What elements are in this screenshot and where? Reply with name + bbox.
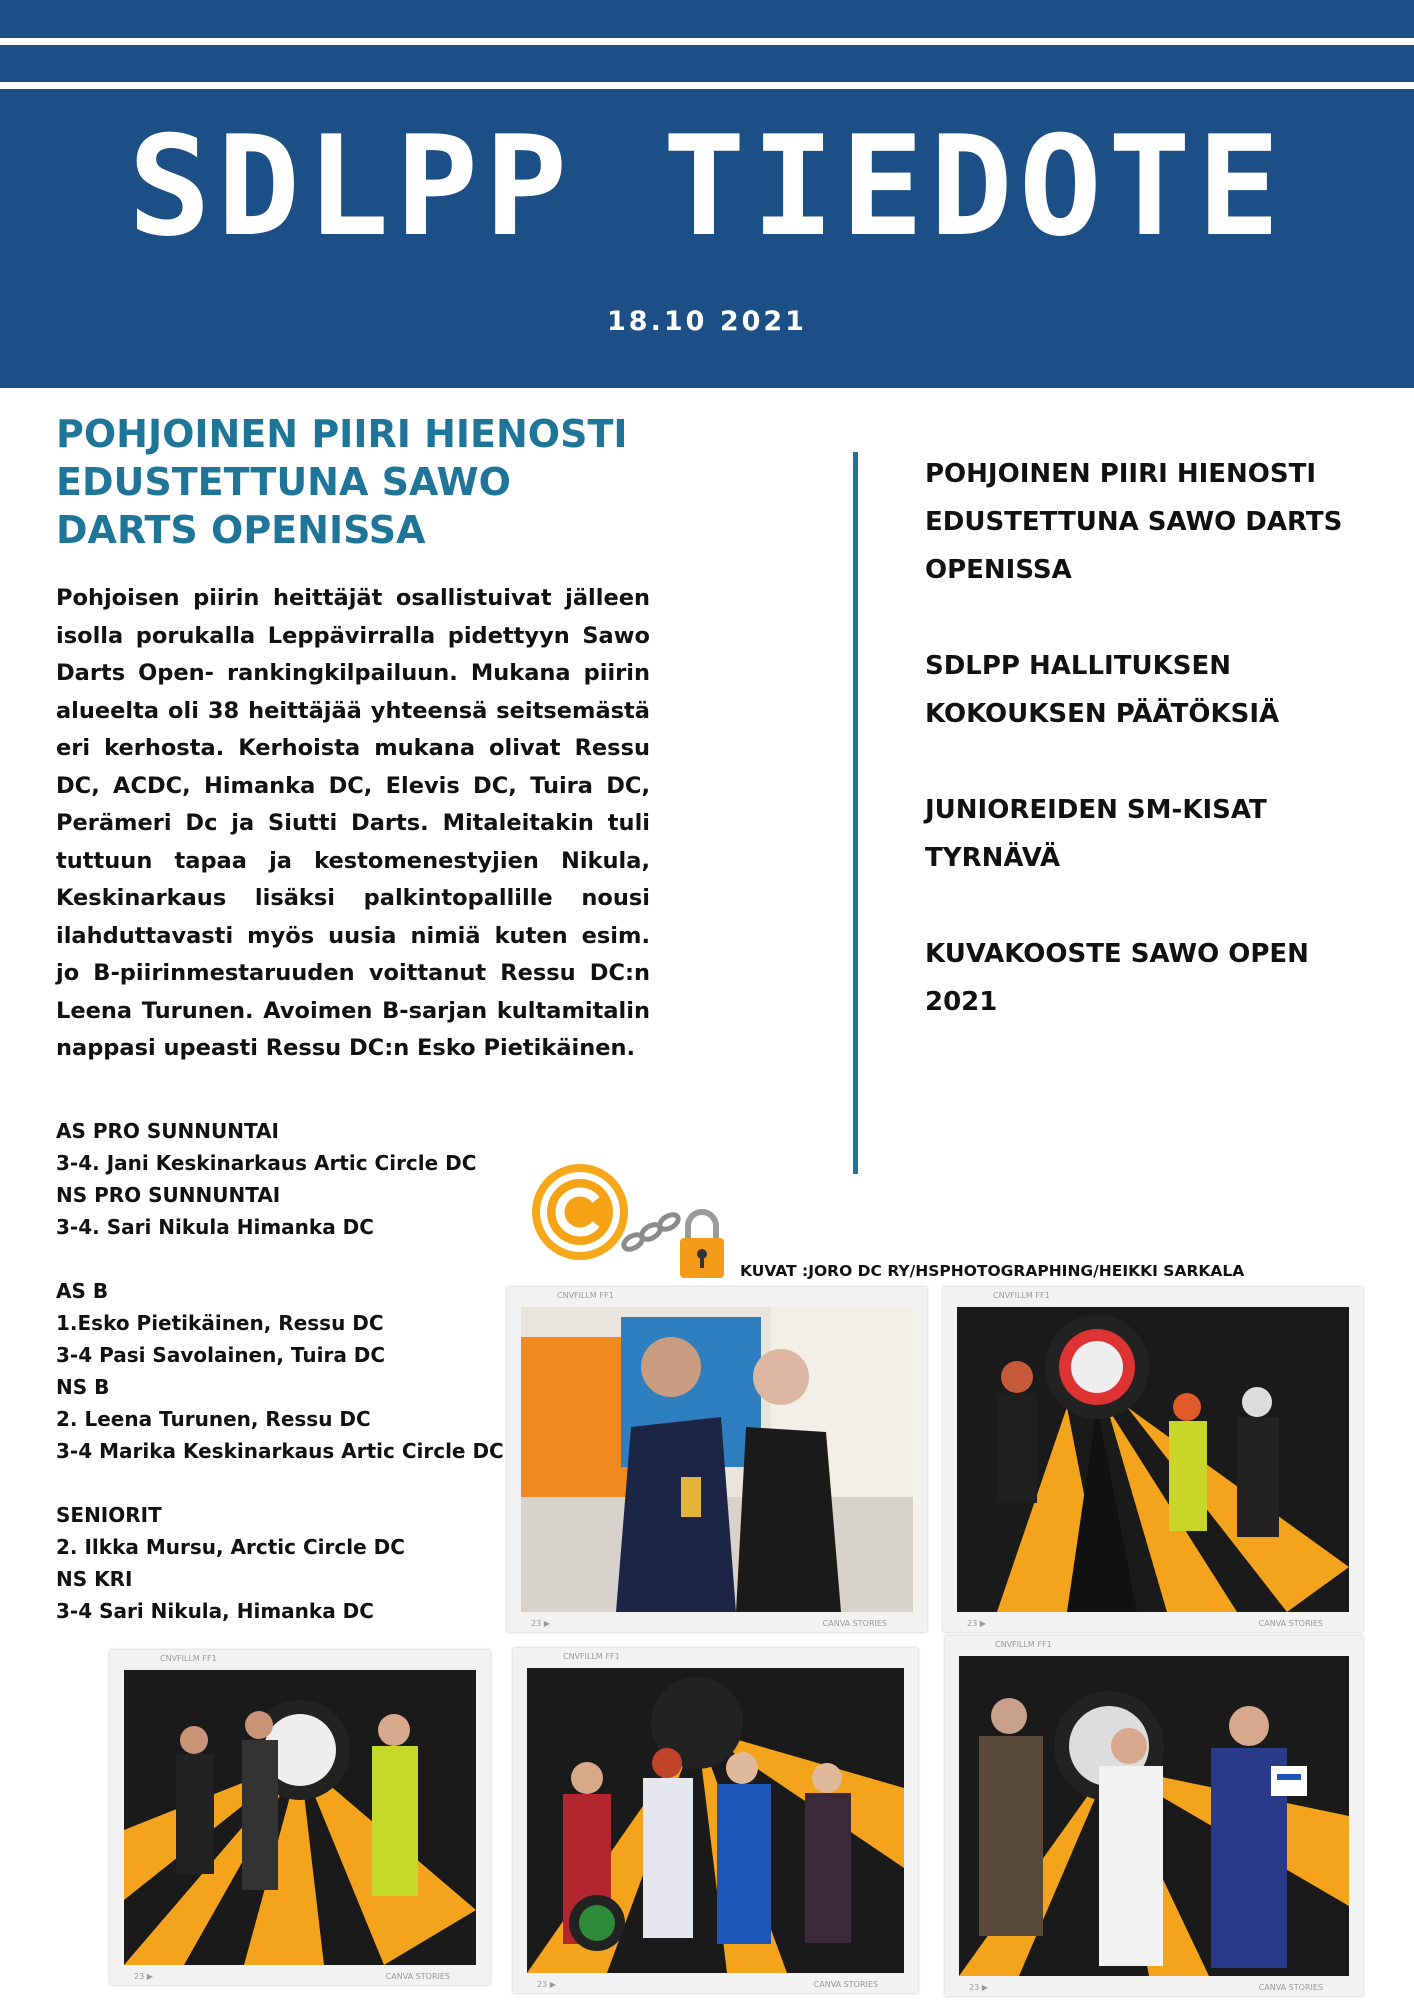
spacer	[56, 1243, 526, 1275]
result-line: NS B	[56, 1375, 110, 1399]
toc-item[interactable]: POHJOINEN PIIRI HIENOSTI EDUSTETTUNA SAWO DARTS OPENISSA	[925, 459, 1343, 585]
result-line: 3-4. Sari Nikula Himanka DC	[56, 1215, 374, 1239]
table-of-contents	[925, 450, 1345, 1074]
result-line: AS PRO SUNNUNTAI	[56, 1119, 279, 1143]
photo-women-medalists	[527, 1668, 904, 1973]
spacer	[56, 1467, 526, 1499]
photo-women-podium	[957, 1307, 1349, 1612]
frame-brand: CANVA STORIES	[385, 1972, 450, 1981]
frame-number: 23 ▶	[531, 1619, 550, 1628]
result-line: NS KRI	[56, 1567, 133, 1591]
column-divider	[853, 452, 858, 1174]
newsletter-date: 18.10 2021	[607, 306, 807, 337]
header-banner	[0, 0, 1414, 388]
copyright-lock-graphic	[528, 1160, 738, 1282]
frame-label: CNVFILLM FF1	[160, 1654, 217, 1663]
toc-item[interactable]: JUNIOREIDEN SM-KISAT TYRNÄVÄ	[925, 795, 1267, 873]
article-body	[56, 580, 650, 1068]
header-stripe-bottom	[0, 82, 1414, 89]
photo-frame	[513, 1648, 918, 1993]
result-line: 3-4. Jani Keskinarkaus Artic Circle DC	[56, 1151, 477, 1175]
result-line: 3-4 Sari Nikula, Himanka DC	[56, 1599, 374, 1623]
frame-label: CNVFILLM FF1	[995, 1640, 1052, 1649]
result-line: 2. Leena Turunen, Ressu DC	[56, 1407, 371, 1431]
photo-credit: KUVAT :JORO DC RY/HSPHOTOGRAPHING/HEIKKI SARKALA	[740, 1262, 1245, 1280]
header-stripe-top	[0, 38, 1414, 45]
article-body-text: Pohjoisen piirin heittäjät osallistuivat jälleen isolla porukalla Leppävirralla pidettyyn Sawo Darts Open- rankingkilpailuun. Mukana piirin alueelta oli 38 heittäjää yhteensä seitsemästä eri kerhosta. Kerhoista mukana olivat Ressu DC, ACDC, Himanka DC, Elevis DC, Tuira DC, Perämeri Dc ja Siutti Darts. Mitaleitakin tuli tuttuun tapaa ja kestomenestyjien Nikula, Keskinarkaus lisäksi palkintopallille nousi ilahduttavasti myös uusia nimiä kuten esim. jo B-piirinmestaruuden voittanut Ressu DC:n Leena Turunen. Avoimen B-sarjan kultamitalin nappasi upeasti Ressu DC:n Esko Pietikäinen.	[56, 585, 650, 1061]
result-line: 3-4 Pasi Savolainen, Tuira DC	[56, 1343, 386, 1367]
frame-label: CNVFILLM FF1	[557, 1291, 614, 1300]
chain-icon	[621, 1212, 680, 1252]
photo-frame	[945, 1636, 1363, 1996]
frame-label: CNVFILLM FF1	[563, 1652, 620, 1661]
padlock-icon	[680, 1212, 724, 1278]
photo-men-stage	[124, 1670, 476, 1965]
photo-frame	[110, 1650, 490, 1985]
copyright-icon	[532, 1164, 628, 1260]
photo-award-handshake	[521, 1307, 913, 1612]
frame-brand: CANVA STORIES	[822, 1619, 887, 1628]
frame-label: CNVFILLM FF1	[993, 1291, 1050, 1300]
frame-brand: CANVA STORIES	[1258, 1619, 1323, 1628]
newsletter-title: SDLPP TIEDOTE	[127, 106, 1287, 267]
result-line: 2. Ilkka Mursu, Arctic Circle DC	[56, 1535, 405, 1559]
toc-item[interactable]: KUVAKOOSTE SAWO OPEN 2021	[925, 939, 1309, 1017]
result-line: 1.Esko Pietikäinen, Ressu DC	[56, 1311, 384, 1335]
photo-frame	[943, 1287, 1363, 1632]
frame-number: 23 ▶	[134, 1972, 153, 1981]
toc-item[interactable]: SDLPP HALLITUKSEN KOKOUKSEN PÄÄTÖKSIÄ	[925, 651, 1280, 729]
frame-brand: CANVA STORIES	[1258, 1983, 1323, 1992]
photo-frame	[507, 1287, 927, 1632]
result-line: 3-4 Marika Keskinarkaus Artic Circle DC	[56, 1439, 504, 1463]
article-headline: POHJOINEN PIIRI HIENOSTI EDUSTETTUNA SAWO DARTS OPENISSA	[56, 412, 628, 552]
frame-number: 23 ▶	[967, 1619, 986, 1628]
frame-brand: CANVA STORIES	[813, 1980, 878, 1989]
frame-number: 23 ▶	[969, 1983, 988, 1992]
result-line: NS PRO SUNNUNTAI	[56, 1183, 281, 1207]
frame-number: 23 ▶	[537, 1980, 556, 1989]
result-line: SENIORIT	[56, 1503, 162, 1527]
photo-seniors-fistbump	[959, 1656, 1349, 1976]
result-line: AS B	[56, 1279, 109, 1303]
results-list	[56, 1115, 526, 1627]
